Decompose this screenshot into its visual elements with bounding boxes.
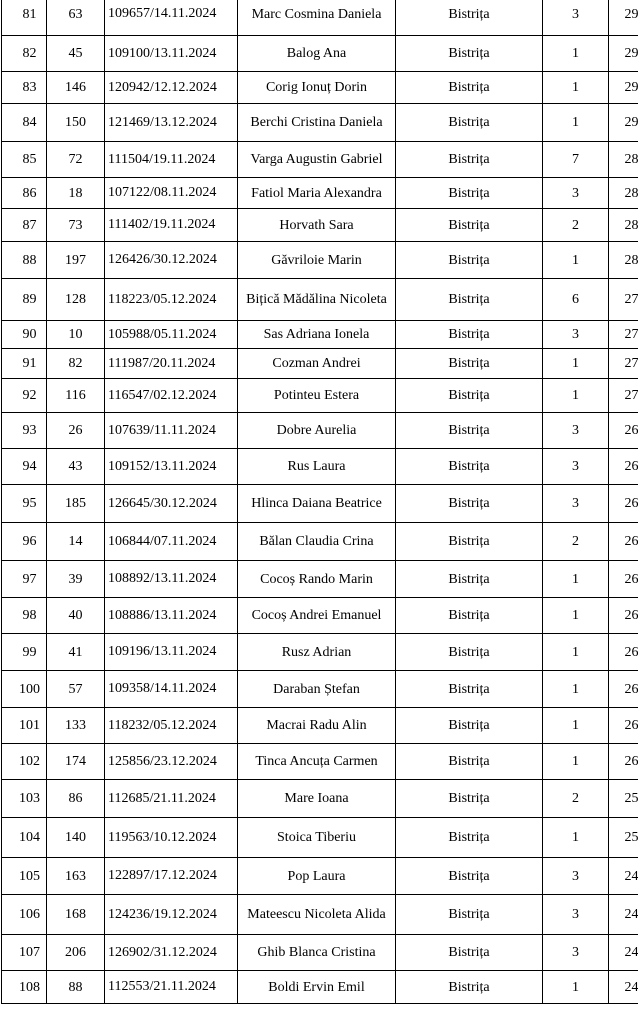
cell-score: 29 <box>609 0 638 36</box>
cell-count: 1 <box>543 104 609 142</box>
cell-score: 26 <box>609 561 638 598</box>
cell-count: 1 <box>543 349 609 379</box>
cell-record-id: 163 <box>47 858 105 895</box>
cell-registration-number: 108892/13.11.2024 <box>105 561 238 598</box>
cell-applicant-name: Rusz Adrian <box>238 634 396 671</box>
cell-applicant-name: Boldi Ervin Emil <box>238 971 396 1004</box>
cell-city: Bistrița <box>396 708 543 744</box>
cell-registration-number: 122897/17.12.2024 <box>105 858 238 895</box>
cell-row-number: 88 <box>2 242 47 279</box>
cell-row-number: 90 <box>2 321 47 349</box>
cell-count: 1 <box>543 971 609 1004</box>
cell-registration-number: 109358/14.11.2024 <box>105 671 238 708</box>
cell-count: 2 <box>543 780 609 818</box>
cell-record-id: 72 <box>47 142 105 178</box>
cell-row-number: 83 <box>2 72 47 104</box>
cell-city: Bistrița <box>396 895 543 935</box>
cell-row-number: 104 <box>2 818 47 858</box>
cell-applicant-name: Bițică Mădălina Nicoleta <box>238 279 396 321</box>
cell-city: Bistrița <box>396 744 543 780</box>
table-row <box>2 449 638 485</box>
cell-city: Bistrița <box>396 780 543 818</box>
cell-applicant-name: Rus Laura <box>238 449 396 485</box>
cell-count: 1 <box>543 242 609 279</box>
cell-count: 1 <box>543 72 609 104</box>
cell-city: Bistrița <box>396 72 543 104</box>
cell-registration-number: 105988/05.11.2024 <box>105 321 238 349</box>
cell-city: Bistrița <box>396 142 543 178</box>
table-row <box>2 523 638 561</box>
cell-applicant-name: Daraban Ștefan <box>238 671 396 708</box>
cell-row-number: 99 <box>2 634 47 671</box>
cell-registration-number: 109100/13.11.2024 <box>105 36 238 72</box>
cell-registration-number: 126902/31.12.2024 <box>105 935 238 971</box>
cell-city: Bistrița <box>396 818 543 858</box>
table-row <box>2 561 638 598</box>
cell-record-id: 39 <box>47 561 105 598</box>
cell-score: 28 <box>609 242 638 279</box>
cell-registration-number: 108886/13.11.2024 <box>105 598 238 634</box>
cell-registration-number: 109152/13.11.2024 <box>105 449 238 485</box>
cell-registration-number: 120942/12.12.2024 <box>105 72 238 104</box>
cell-record-id: 82 <box>47 349 105 379</box>
cell-applicant-name: Pop Laura <box>238 858 396 895</box>
cell-registration-number: 106844/07.11.2024 <box>105 523 238 561</box>
cell-score: 28 <box>609 142 638 178</box>
cell-row-number: 97 <box>2 561 47 598</box>
cell-applicant-name: Balog Ana <box>238 36 396 72</box>
cell-registration-number: 126426/30.12.2024 <box>105 242 238 279</box>
cell-row-number: 108 <box>2 971 47 1004</box>
cell-applicant-name: Dobre Aurelia <box>238 413 396 449</box>
cell-applicant-name: Varga Augustin Gabriel <box>238 142 396 178</box>
cell-applicant-name: Bălan Claudia Crina <box>238 523 396 561</box>
cell-city: Bistrița <box>396 104 543 142</box>
cell-row-number: 105 <box>2 858 47 895</box>
cell-score: 28 <box>609 209 638 242</box>
table-row <box>2 971 638 1004</box>
table-row <box>2 242 638 279</box>
cell-record-id: 128 <box>47 279 105 321</box>
cell-row-number: 96 <box>2 523 47 561</box>
cell-count: 1 <box>543 708 609 744</box>
cell-registration-number: 124236/19.12.2024 <box>105 895 238 935</box>
cell-record-id: 88 <box>47 971 105 1004</box>
cell-row-number: 82 <box>2 36 47 72</box>
cell-score: 27 <box>609 379 638 413</box>
table-row <box>2 895 638 935</box>
table-row <box>2 0 638 36</box>
cell-city: Bistrița <box>396 634 543 671</box>
cell-count: 2 <box>543 209 609 242</box>
cell-row-number: 93 <box>2 413 47 449</box>
cell-record-id: 45 <box>47 36 105 72</box>
cell-score: 26 <box>609 744 638 780</box>
cell-count: 1 <box>543 598 609 634</box>
cell-record-id: 57 <box>47 671 105 708</box>
cell-registration-number: 116547/02.12.2024 <box>105 379 238 413</box>
cell-row-number: 98 <box>2 598 47 634</box>
cell-row-number: 91 <box>2 349 47 379</box>
cell-registration-number: 109196/13.11.2024 <box>105 634 238 671</box>
cell-record-id: 197 <box>47 242 105 279</box>
cell-row-number: 100 <box>2 671 47 708</box>
table-row <box>2 72 638 104</box>
cell-city: Bistrița <box>396 36 543 72</box>
cell-row-number: 86 <box>2 178 47 209</box>
cell-applicant-name: Stoica Tiberiu <box>238 818 396 858</box>
cell-record-id: 168 <box>47 895 105 935</box>
results-table <box>1 0 638 1004</box>
cell-row-number: 103 <box>2 780 47 818</box>
cell-count: 3 <box>543 485 609 523</box>
cell-score: 26 <box>609 671 638 708</box>
cell-row-number: 95 <box>2 485 47 523</box>
cell-city: Bistrița <box>396 598 543 634</box>
cell-registration-number: 126645/30.12.2024 <box>105 485 238 523</box>
cell-count: 3 <box>543 895 609 935</box>
cell-score: 26 <box>609 598 638 634</box>
table-row <box>2 780 638 818</box>
table-row <box>2 142 638 178</box>
table-row <box>2 598 638 634</box>
cell-applicant-name: Macrai Radu Alin <box>238 708 396 744</box>
cell-record-id: 18 <box>47 178 105 209</box>
cell-score: 26 <box>609 485 638 523</box>
cell-count: 3 <box>543 0 609 36</box>
cell-applicant-name: Potinteu Estera <box>238 379 396 413</box>
cell-score: 27 <box>609 321 638 349</box>
cell-count: 6 <box>543 279 609 321</box>
cell-count: 3 <box>543 935 609 971</box>
cell-record-id: 174 <box>47 744 105 780</box>
cell-record-id: 150 <box>47 104 105 142</box>
cell-city: Bistrița <box>396 349 543 379</box>
cell-applicant-name: Corig Ionuț Dorin <box>238 72 396 104</box>
cell-city: Bistrița <box>396 0 543 36</box>
cell-score: 24 <box>609 895 638 935</box>
cell-record-id: 10 <box>47 321 105 349</box>
cell-count: 7 <box>543 142 609 178</box>
table-row <box>2 379 638 413</box>
cell-count: 2 <box>543 523 609 561</box>
cell-registration-number: 107639/11.11.2024 <box>105 413 238 449</box>
cell-city: Bistrița <box>396 523 543 561</box>
cell-city: Bistrița <box>396 485 543 523</box>
cell-row-number: 107 <box>2 935 47 971</box>
cell-city: Bistrița <box>396 449 543 485</box>
cell-city: Bistrița <box>396 178 543 209</box>
cell-registration-number: 119563/10.12.2024 <box>105 818 238 858</box>
cell-registration-number: 111504/19.11.2024 <box>105 142 238 178</box>
cell-registration-number: 121469/13.12.2024 <box>105 104 238 142</box>
cell-score: 24 <box>609 935 638 971</box>
cell-registration-number: 111987/20.11.2024 <box>105 349 238 379</box>
cell-city: Bistrița <box>396 242 543 279</box>
table-row <box>2 634 638 671</box>
cell-registration-number: 109657/14.11.2024 <box>105 0 238 36</box>
cell-record-id: 43 <box>47 449 105 485</box>
cell-record-id: 73 <box>47 209 105 242</box>
cell-city: Bistrița <box>396 858 543 895</box>
cell-record-id: 116 <box>47 379 105 413</box>
cell-score: 26 <box>609 634 638 671</box>
cell-row-number: 89 <box>2 279 47 321</box>
table-row <box>2 321 638 349</box>
cell-applicant-name: Horvath Sara <box>238 209 396 242</box>
results-table-body <box>2 0 638 1004</box>
cell-applicant-name: Cocoș Andrei Emanuel <box>238 598 396 634</box>
cell-city: Bistrița <box>396 279 543 321</box>
cell-row-number: 106 <box>2 895 47 935</box>
table-row <box>2 858 638 895</box>
cell-city: Bistrița <box>396 935 543 971</box>
cell-score: 26 <box>609 413 638 449</box>
cell-applicant-name: Găvriloie Marin <box>238 242 396 279</box>
cell-score: 27 <box>609 279 638 321</box>
cell-count: 1 <box>543 671 609 708</box>
table-row <box>2 671 638 708</box>
table-row <box>2 413 638 449</box>
cell-record-id: 26 <box>47 413 105 449</box>
cell-count: 3 <box>543 321 609 349</box>
table-row <box>2 485 638 523</box>
cell-applicant-name: Mare Ioana <box>238 780 396 818</box>
cell-row-number: 84 <box>2 104 47 142</box>
cell-registration-number: 118223/05.12.2024 <box>105 279 238 321</box>
cell-score: 25 <box>609 818 638 858</box>
cell-row-number: 85 <box>2 142 47 178</box>
table-row <box>2 349 638 379</box>
cell-city: Bistrița <box>396 413 543 449</box>
cell-applicant-name: Fatiol Maria Alexandra <box>238 178 396 209</box>
cell-applicant-name: Cozman Andrei <box>238 349 396 379</box>
cell-city: Bistrița <box>396 671 543 708</box>
table-row <box>2 744 638 780</box>
table-row <box>2 209 638 242</box>
cell-city: Bistrița <box>396 561 543 598</box>
cell-count: 3 <box>543 413 609 449</box>
cell-score: 29 <box>609 72 638 104</box>
cell-score: 24 <box>609 971 638 1004</box>
cell-registration-number: 107122/08.11.2024 <box>105 178 238 209</box>
cell-count: 1 <box>543 634 609 671</box>
table-row <box>2 708 638 744</box>
cell-city: Bistrița <box>396 209 543 242</box>
cell-score: 24 <box>609 858 638 895</box>
cell-record-id: 133 <box>47 708 105 744</box>
cell-record-id: 63 <box>47 0 105 36</box>
cell-score: 26 <box>609 449 638 485</box>
cell-score: 29 <box>609 36 638 72</box>
cell-record-id: 140 <box>47 818 105 858</box>
cell-record-id: 40 <box>47 598 105 634</box>
cell-row-number: 81 <box>2 0 47 36</box>
cell-applicant-name: Cocoș Rando Marin <box>238 561 396 598</box>
cell-score: 27 <box>609 349 638 379</box>
cell-registration-number: 125856/23.12.2024 <box>105 744 238 780</box>
cell-count: 3 <box>543 178 609 209</box>
cell-count: 1 <box>543 561 609 598</box>
cell-count: 1 <box>543 744 609 780</box>
cell-record-id: 206 <box>47 935 105 971</box>
cell-record-id: 86 <box>47 780 105 818</box>
cell-row-number: 92 <box>2 379 47 413</box>
cell-count: 1 <box>543 36 609 72</box>
cell-applicant-name: Mateescu Nicoleta Alida <box>238 895 396 935</box>
cell-count: 3 <box>543 449 609 485</box>
cell-city: Bistrița <box>396 971 543 1004</box>
table-row <box>2 279 638 321</box>
cell-record-id: 185 <box>47 485 105 523</box>
cell-registration-number: 111402/19.11.2024 <box>105 209 238 242</box>
cell-row-number: 101 <box>2 708 47 744</box>
cell-score: 28 <box>609 178 638 209</box>
cell-city: Bistrița <box>396 321 543 349</box>
cell-score: 26 <box>609 708 638 744</box>
cell-row-number: 87 <box>2 209 47 242</box>
table-row <box>2 935 638 971</box>
cell-registration-number: 112685/21.11.2024 <box>105 780 238 818</box>
cell-count: 3 <box>543 858 609 895</box>
cell-applicant-name: Sas Adriana Ionela <box>238 321 396 349</box>
cell-registration-number: 112553/21.11.2024 <box>105 971 238 1004</box>
cell-city: Bistrița <box>396 379 543 413</box>
cell-applicant-name: Berchi Cristina Daniela <box>238 104 396 142</box>
cell-count: 1 <box>543 379 609 413</box>
cell-record-id: 146 <box>47 72 105 104</box>
cell-applicant-name: Ghib Blanca Cristina <box>238 935 396 971</box>
cell-score: 26 <box>609 523 638 561</box>
cell-row-number: 102 <box>2 744 47 780</box>
table-row <box>2 36 638 72</box>
table-row <box>2 104 638 142</box>
table-row <box>2 178 638 209</box>
cell-record-id: 14 <box>47 523 105 561</box>
cell-applicant-name: Marc Cosmina Daniela <box>238 0 396 36</box>
cell-applicant-name: Tinca Ancuța Carmen <box>238 744 396 780</box>
cell-applicant-name: Hlinca Daiana Beatrice <box>238 485 396 523</box>
cell-row-number: 94 <box>2 449 47 485</box>
cell-record-id: 41 <box>47 634 105 671</box>
cell-score: 25 <box>609 780 638 818</box>
cell-count: 1 <box>543 818 609 858</box>
cell-score: 29 <box>609 104 638 142</box>
cell-registration-number: 118232/05.12.2024 <box>105 708 238 744</box>
table-row <box>2 818 638 858</box>
